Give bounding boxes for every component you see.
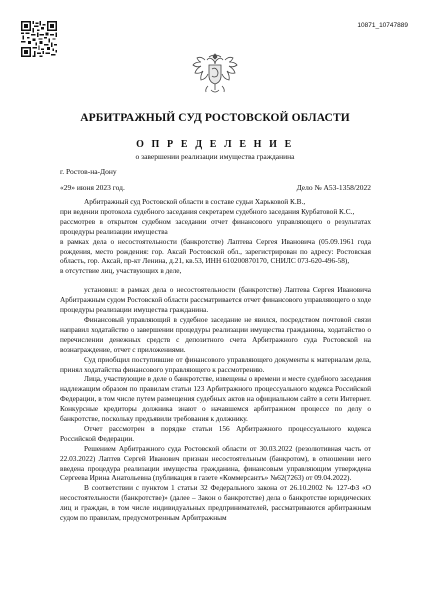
intro-paragraph: Арбитражный суд Ростовской области в составе судьи Харьковой К.В., — [84, 197, 306, 206]
intro-paragraph: в отсутствие лиц, участвующих в деле, — [60, 266, 182, 276]
document-number: 10871_10747889 — [357, 22, 408, 29]
body-paragraph: установил: в рамках дела о несостоятельности (банкротстве) Лаптева Сергея Ивановича Арбитражным судом Ростовской области рассматривается отчет финансового управляющего о ходе процедуры реализации имущества гражданина. — [60, 285, 371, 315]
document-subject: о завершении реализации имущества гражданина — [135, 152, 295, 161]
paragraph-gap — [60, 276, 371, 285]
body-paragraph: В соответствии с пунктом 1 статьи 32 Федерального закона от 26.10.2002 № 127-ФЗ «О несостоятельности (банкротстве)» (далее – Закон о банкротстве) дела о банкротстве юридических лиц и граждан, в том числе индивидуальных предпринимателей, рассматриваются арбитражным судом по правилам, предусмотренным Арбитражным — [60, 483, 371, 523]
court-name: АРБИТРАЖНЫЙ СУД РОСТОВСКОЙ ОБЛАСТИ — [80, 112, 350, 124]
document-type-title: О П Р Е Д Е Л Е Н И Е — [136, 139, 294, 150]
qr-code-icon — [21, 21, 57, 57]
body-paragraph: Решением Арбитражного суда Ростовской области от 30.03.2022 (резолютивная часть от 22.03.2022) Лаптев Сергей Иванович признан несостоятельным (банкротом), в отношении него введена процедура реализации имущества гражданина, финансовым управляющим утверждена Сергеева Ирина Анатольевна (публикация в газете «Коммерсантъ» №62(7263) от 09.04.2022). — [60, 443, 371, 483]
city-line: г. Ростов-на-Дону — [60, 167, 117, 176]
intro-paragraph: при ведении протокола судебного заседания секретарем судебного заседания Курбатовой К.С., — [60, 206, 355, 216]
body-paragraph: Лица, участвующие в деле о банкротстве, извещены о времени и месте судебного заседания надлежащим образом по правилам статьи 123 Арбитражного процессуального кодекса Российской Федерации, в том числе путем размещения судебных актов на официальном сайте в сети Интернет. Конкурсные кредиторы должника знают о начавшемся арбитражном процессе по делу о банкротстве, поскольку предъявили требования к должнику. — [60, 374, 371, 424]
body-paragraph: Финансовый управляющий в судебное заседание не явился, посредством почтовой связи направил ходатайство о завершении процедуры реализации имущества гражданина, ходатайство о перечислении денежных средств с депозитного счета Арбитражного суда Ростовской на вознаграждение, отчет с приложениями. — [60, 314, 371, 354]
body-paragraph: Суд приобщил поступившие от финансового управляющего документы к материалам дела, принял ходатайства финансового управляющего к рассмотрению. — [60, 354, 371, 374]
intro-paragraph: рассмотрев в открытом судебном заседании отчет финансового управляющего о результатах процедуры реализации имущества — [60, 216, 371, 236]
date-line: «29» июня 2023 год. — [60, 183, 125, 192]
intro-paragraph: в рамках дела о несостоятельности (банкротстве) Лаптева Сергея Ивановича (05.09.1961 года рождения, место рождения: гор. Аксай Ростовской обл., зарегистрирован по адресу: Ростовская область, гор. Аксай, пр-кт Ленина, д.21, кв.53, ИНН 610200870170, СНИЛС 073-620-496-58), — [60, 236, 371, 266]
document-body — [60, 197, 371, 523]
coat-of-arms-icon — [191, 48, 239, 98]
case-number: Дело № А53-1358/2022 — [296, 183, 371, 192]
body-paragraph: Отчет рассмотрен в порядке статьи 156 Арбитражного процессуального кодекса Российской Федерации. — [60, 423, 371, 443]
